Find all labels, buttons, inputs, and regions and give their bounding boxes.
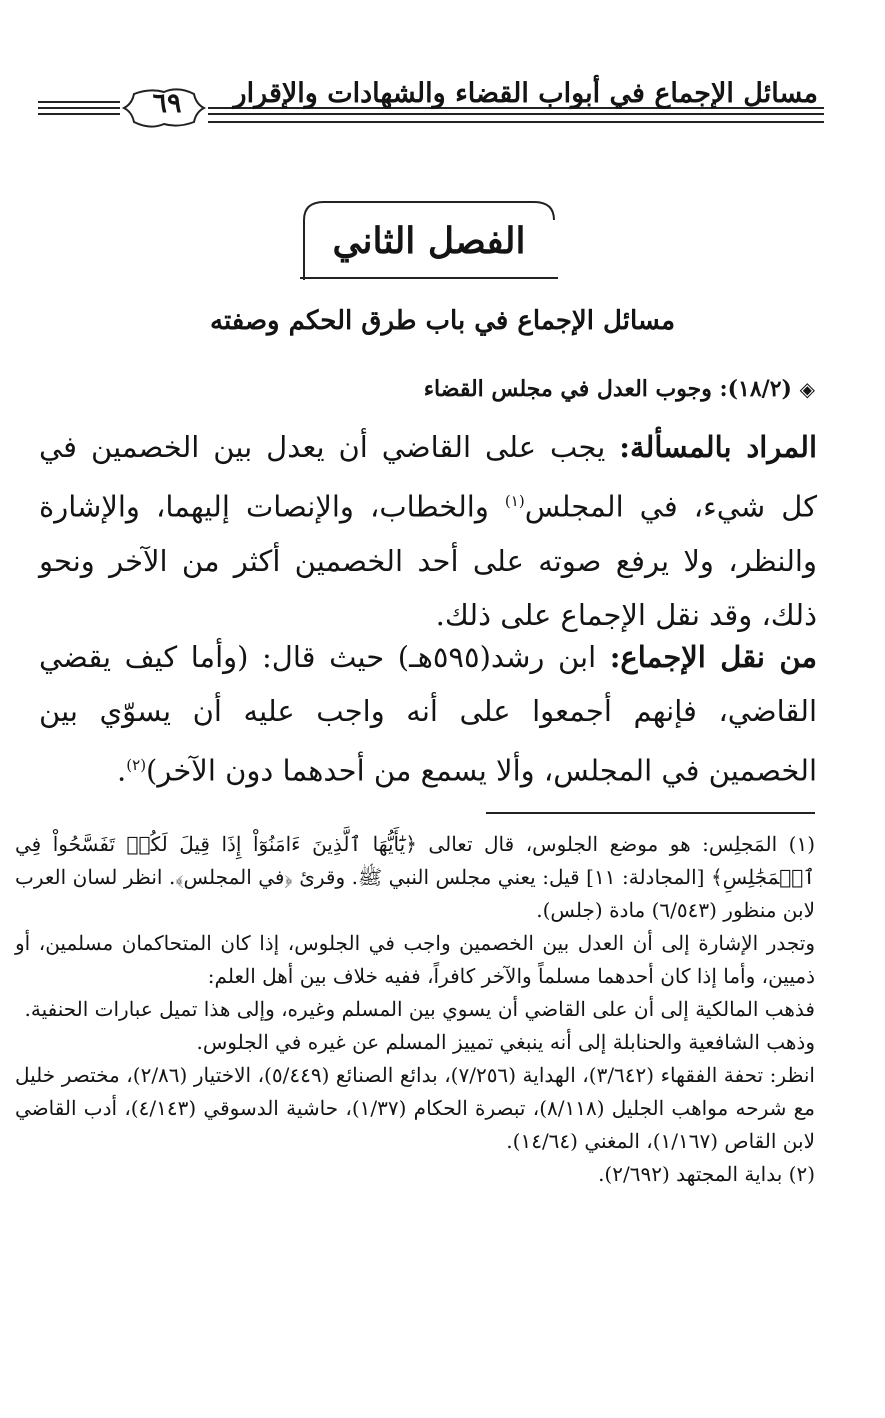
footnote: انظر: تحفة الفقهاء (٣/٦٤٢)، الهداية (٧/٢٥٦)، بدائع الصنائع (٥/٤٤٩)، الاختيار (٢/٨٦)، مختصر خليل مع شرحه مواهب الجليل (٨/١١٨)، تبصرة الحكام (١/٣٧)، حاشية الدسوقي (٤/١٤٣)، أدب القاضي لابن القاص (١/١٦٧)، المغني (١٤/٦٤). xyxy=(15,1063,815,1153)
diamond-icon: ◈ xyxy=(799,377,815,401)
page-number: ٦٩ xyxy=(152,88,182,119)
footnote: وتجدر الإشارة إلى أن العدل بين الخصمين واجب في الجلوس، إذا كان المتحاكمان مسلمين، أو ذميين، وأما إذا كان أحدهما مسلماً والآخر كافراً، ففيه خلاف بين أهل العلم: xyxy=(15,931,815,988)
paragraph-consensus xyxy=(39,630,817,798)
footnote: (٢) بداية المجتهد (٢/٦٩٢). xyxy=(598,1162,815,1186)
footnotes xyxy=(15,828,815,1191)
issue-heading-text: (١٨/٢): وجوب العدل في مجلس القضاء xyxy=(423,376,792,402)
paragraph-text: يجب على القاضي أن يعدل بين الخصمين في كل شيء، في المجلس xyxy=(39,430,818,524)
footnote: فذهب المالكية إلى أن على القاضي أن يسوي بين المسلم وغيره، وإلى هذا تميل عبارات الحنفية. xyxy=(24,997,815,1021)
running-title: مسائل الإجماع في أبواب القضاء والشهادات والإقرار xyxy=(233,78,818,109)
footnote-ref: (٢) xyxy=(126,756,147,774)
footnote: (١) المَجلِس: هو موضع الجلوس، قال تعالى ﴿يَٰٓأَيُّهَا ٱلَّذِينَ ءَامَنُوٓاْ إِذَا قِيلَ لَكُمۡ تَفَسَّحُواْ فِي ٱلۡمَجَٰلِسِ﴾ [المجادلة: ١١] قيل: يعني مجلس النبي ﷺ. وقرئ ﴿في المجلس﴾. انظر لسان العرب لابن منظور (٦/٥٤٣) مادة (جلس). xyxy=(15,832,815,922)
paragraph-text: . xyxy=(117,753,127,788)
paragraph-text: ابن رشد(٥٩٥هـ) حيث قال: (وأما كيف يقضي القاضي، فإنهم أجمعوا على أنه واجب عليه أن يسوّي بين الخصمين في المجلس، وألا يسمع من أحدهما دون الآخر) xyxy=(39,640,817,788)
section-title: مسائل الإجماع في باب طرق الحكم وصفته xyxy=(210,306,675,336)
paragraph-meaning xyxy=(39,420,817,642)
paragraph-label: من نقل الإجماع: xyxy=(609,640,817,674)
issue-heading xyxy=(424,376,815,402)
footnote-divider xyxy=(486,812,815,814)
page-header xyxy=(38,70,824,140)
footnote-ref: (١) xyxy=(504,492,525,510)
chapter-title: الفصل الثاني xyxy=(332,220,526,262)
paragraph-text: والخطاب، والإنصات إليهما، والإشارة والنظر، ولا يرفع صوته على أحد الخصمين أكثر من الآخر ونحو ذلك، وقد نقل الإجماع على ذلك. xyxy=(39,489,817,632)
footnote: وذهب الشافعية والحنابلة إلى أنه ينبغي تمييز المسلم عن غيره في الجلوس. xyxy=(196,1030,815,1054)
paragraph-label: المراد بالمسألة: xyxy=(619,430,818,464)
